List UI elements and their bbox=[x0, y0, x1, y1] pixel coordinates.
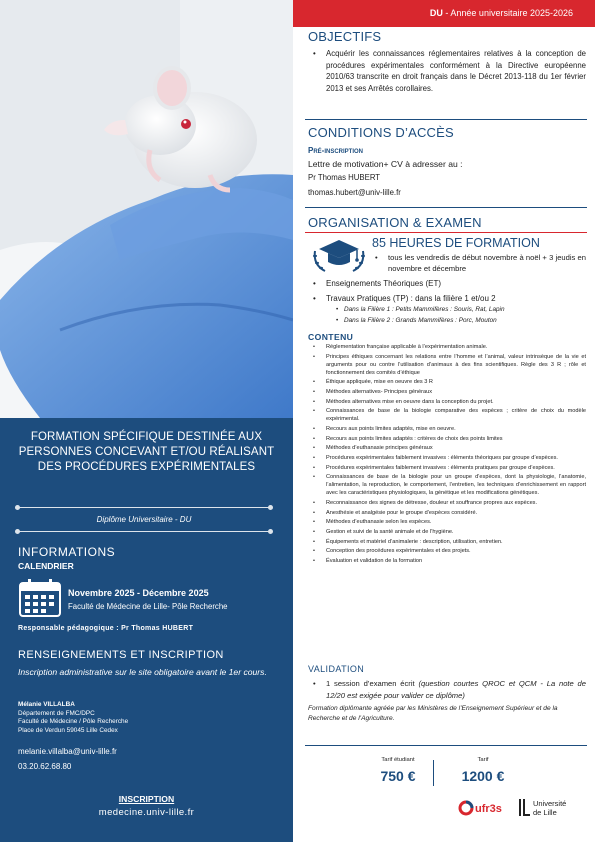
list-item: • Gestion et suivi de la santé animale et de l’hygiène. bbox=[326, 529, 586, 537]
organisation-heading: ORGANISATION & EXAMEN bbox=[308, 215, 482, 230]
list-item: • Principes éthiques concernant les relations entre l’homme et l’animal, valeur intrinsèque de la vie et arguments pour ou contre l’utilisation d’animaux à des fins scientifiques. Règle des 3 R ; rôle et fonctionnement des comités d’éthique bbox=[326, 354, 586, 378]
info-panel bbox=[0, 418, 293, 842]
svg-text:de Lille: de Lille bbox=[533, 808, 557, 817]
lettre-motivation: Lettre de motivation+ CV à adresser au : bbox=[308, 159, 463, 169]
contact-line: Faculté de Médecine / Pôle Recherche bbox=[18, 718, 129, 725]
list-item: • Anesthésie et analgésie pour le groupe d’espèces considéré. bbox=[326, 510, 586, 518]
list-item: • Procédures expérimentales faiblement invasives : éléments pratiques par groupe d’espèces. bbox=[326, 465, 586, 473]
section-rule bbox=[305, 207, 587, 208]
price-divider bbox=[433, 760, 434, 786]
validation-session: 1 session d’examen écrit bbox=[326, 679, 419, 688]
lab-mouse-photo bbox=[0, 0, 293, 418]
divider bbox=[18, 507, 270, 508]
list-item: • Évaluation et validation de la formation bbox=[326, 558, 586, 566]
objectifs-text: • Acquérir les connaissances réglementaires relatives à la conception de procédures expérimentales conformément à la Directive européenne 2010/63 transcrite en droit français dans le Décret 2013-118 du 1er février 2013 et ses Arrêtés corollaires. bbox=[326, 48, 586, 94]
responsable-pedagogique: Responsable pédagogique : Pr Thomas HUBERT bbox=[18, 625, 194, 632]
contact-name: Mélanie VILLALBA bbox=[18, 701, 75, 708]
calendar-place: Faculté de Médecine de Lille- Pôle Recherche bbox=[68, 602, 228, 611]
academic-year: - Année universitaire 2025-2026 bbox=[442, 8, 573, 18]
hours-detail: • tous les vendredis de début novembre à noël + 3 jeudis en novembre et décembre bbox=[388, 252, 586, 274]
filiere-2-line: • Dans la Filière 2 : Grands Mammifères : Porc, Mouton bbox=[344, 317, 497, 324]
contenu-list bbox=[326, 344, 586, 568]
divider bbox=[18, 531, 270, 532]
list-item: • Réglementation française applicable à l’expérimentation animale. bbox=[326, 344, 586, 352]
list-item: • Méthodes alternatives mise en oeuvre dans la conception du projet. bbox=[326, 399, 586, 407]
list-item: • Méthodes alternatives- Principes généraux bbox=[326, 389, 586, 397]
ufr3s-logo bbox=[458, 797, 510, 819]
calendar-icon bbox=[18, 578, 62, 618]
graduation-cap-icon bbox=[311, 235, 367, 275]
student-price: 750 € bbox=[380, 768, 416, 784]
universite-de-lille-logo bbox=[518, 796, 574, 820]
professor-email-link[interactable]: thomas.hubert@univ-lille.fr bbox=[308, 188, 401, 197]
list-item: • Connaissances de base de la biologie comparative des espèces ; critère de choix du modèle expérimental. bbox=[326, 408, 586, 424]
contact-block bbox=[18, 701, 128, 735]
tp-line: • Travaux Pratiques (TP) : dans la filière 1 et/ou 2 bbox=[326, 294, 496, 303]
conditions-heading: CONDITIONS D’ACCÈS bbox=[308, 125, 454, 140]
contenu-heading: CONTENU bbox=[308, 332, 354, 342]
et-line: • Enseignements Théoriques (ET) bbox=[326, 279, 441, 288]
section-rule bbox=[305, 119, 587, 120]
list-item: • Éthique appliquée, mise en oeuvre des 3 R bbox=[326, 379, 586, 387]
calendar-dates: Novembre 2025 - Décembre 2025 bbox=[68, 588, 209, 598]
calendar-heading: CALENDRIER bbox=[18, 561, 74, 571]
diploma-label: Diplôme Universitaire - DU bbox=[96, 515, 192, 524]
list-item: • Conception des procédures expérimentales et des projets. bbox=[326, 548, 586, 556]
renseignements-heading: RENSEIGNEMENTS ET INSCRIPTION bbox=[18, 649, 224, 661]
objectifs-heading: OBJECTIFS bbox=[308, 29, 382, 44]
validation-text bbox=[326, 678, 586, 702]
preinscription-label: Pré-inscription bbox=[308, 146, 364, 155]
list-item: • Reconnaissance des signes de détresse, douleur et souffrance propres aux espèces. bbox=[326, 500, 586, 508]
list-item: • Méthodes d’euthanasie selon les espèces. bbox=[326, 519, 586, 527]
svg-text:Université: Université bbox=[533, 799, 567, 808]
renseignements-text: Inscription administrative sur le site obligatoire avant le 1er cours. bbox=[18, 667, 267, 677]
full-price: 1200 € bbox=[461, 768, 505, 784]
validation-heading: VALIDATION bbox=[308, 664, 365, 674]
list-item: • Méthodes d’euthanasie principes généraux bbox=[326, 445, 586, 453]
contact-email-link[interactable]: melanie.villalba@univ-lille.fr bbox=[18, 747, 117, 756]
section-rule bbox=[305, 232, 587, 233]
list-item: • Équipements et matériel d’animalerie : description, utilisation, entretien. bbox=[326, 539, 586, 547]
list-item: • Connaissances de base de la biologie pour un groupe d’espèces, dont la physiologie, l’anatomie, l’alimentation, la reproduction, le comportement, l’entretien, les techniques d’enrichissement en rapport avec les caractéristiques physiologiques, la génétique et les modifications génétiques. bbox=[326, 474, 586, 498]
top-banner bbox=[293, 0, 595, 27]
professor-name: Pr Thomas HUBERT bbox=[308, 173, 381, 182]
student-price-label: Tarif étudiant bbox=[381, 757, 415, 763]
list-item: • Procédures expérimentales faiblement invasives : éléments théoriques par groupe d’espèces. bbox=[326, 455, 586, 463]
inscription-url-link[interactable]: medecine.univ-lille.fr bbox=[98, 807, 195, 818]
du-label: DU bbox=[429, 8, 443, 18]
section-rule bbox=[305, 745, 587, 746]
full-price-label: Tarif bbox=[477, 757, 489, 763]
informations-heading: INFORMATIONS bbox=[18, 545, 116, 559]
inscription-heading: INSCRIPTION bbox=[118, 794, 175, 804]
formation-title: FORMATION SPÉCIFIQUE DESTINÉE AUX PERSONNES CONCEVANT ET/OU RÉALISANT DES PROCÉDURES EXPÉRIMENTALES bbox=[18, 431, 275, 473]
contact-line: Département de FMC/DPC bbox=[18, 709, 95, 717]
svg-text:ufr3s: ufr3s bbox=[475, 803, 502, 815]
contact-phone: 03.20.62.68.80 bbox=[18, 762, 72, 771]
list-item: • Recours aux points limites adaptés : critères de choix des points limites bbox=[326, 436, 586, 444]
validation-detail: (question courtes QROC et QCM - La note de 12/20 est exigée pour valider ce diplôme) bbox=[326, 679, 586, 700]
left-column bbox=[0, 0, 293, 842]
filiere-1-line: • Dans la Filière 1 : Petits Mammifères : Souris, Rat, Lapin bbox=[344, 306, 505, 313]
contact-line: Place de Verdun 59045 Lille Cedex bbox=[18, 726, 118, 734]
agreement-text: Formation diplômante agréée par les Ministères de l’Enseignement Supérieur et de la Recherche et de l’Agriculture. bbox=[308, 705, 558, 722]
list-item: • Recours aux points limites adaptés, mise en oeuvre. bbox=[326, 426, 586, 434]
hours-title: 85 HEURES DE FORMATION bbox=[372, 236, 540, 250]
